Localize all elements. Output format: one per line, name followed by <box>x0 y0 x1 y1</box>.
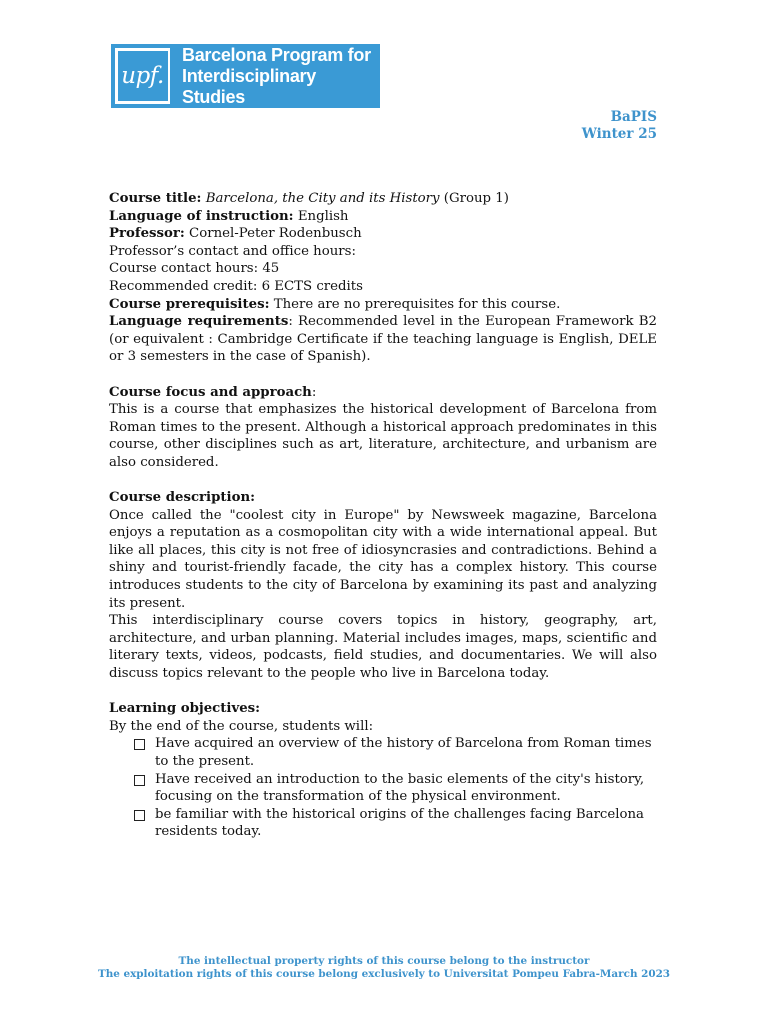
syllabus-content <box>109 190 657 841</box>
objectives-list <box>109 735 657 841</box>
program-term: Winter 25 <box>581 126 657 142</box>
focus-heading-text: Course focus and approach <box>109 384 312 400</box>
language-value: English <box>297 208 349 224</box>
spacer <box>109 683 657 701</box>
focus-heading <box>109 384 657 402</box>
footer-line-2: The exploitation rights of this course belong exclusively to Universitat Pompeu Fabra-March 2023 <box>97 968 671 980</box>
objective-text: Have acquired an overview of the history of Barcelona from Roman times to the present. <box>155 736 652 769</box>
objectives-heading: Learning objectives: <box>109 701 261 717</box>
description-paragraph-1: Once called the "coolest city in Europe" by Newsweek magazine, Barcelona enjoys a reputation as a cosmopolitan city with a wide international appeal. But like all places, this city is not free of idiosyncrasies and contradictions. Behind a shiny and tourist-friendly facade, the city has a complex history. This course introduces students to the city of Barcelona by examining its past and analyzing its present. <box>109 507 657 611</box>
professor-name: Cornel-Peter Rodenbusch <box>189 226 362 242</box>
prerequisites-label: Course prerequisites: <box>109 296 270 312</box>
credit-line: Recommended credit: 6 ECTS credits <box>109 278 363 294</box>
professor-line <box>109 225 657 243</box>
objective-item <box>109 806 657 841</box>
prerequisites-line <box>109 296 657 314</box>
language-requirements-value: : Recommended level in the European Framework B2 (or equivalent : Cambridge Certificate if the teaching language is English, DELE or 3 semesters in the case of Spanish). <box>109 314 657 365</box>
checkbox-bullet-icon <box>134 775 145 786</box>
objective-item <box>109 771 657 806</box>
objective-text: be familiar with the historical origins of the challenges facing Barcelona residents today. <box>155 806 644 840</box>
footer-line-1: The intellectual property rights of this course belong to the instructor <box>178 955 590 967</box>
language-requirements-label: Language requirements <box>109 314 289 330</box>
course-title: Barcelona, the City and its History <box>205 191 440 206</box>
checkbox-bullet-icon <box>134 739 145 750</box>
spacer <box>109 366 657 384</box>
upf-logo <box>111 44 380 108</box>
language-requirements <box>109 313 657 366</box>
contact-line: Professor’s contact and office hours: <box>109 243 356 259</box>
contact-hours-line: Course contact hours: 45 <box>109 261 280 277</box>
focus-text: This is a course that emphasizes the historical development of Barcelona from Roman times to the present. Although a historical approach predominates in this course, other disciplines such as art, literature, architecture, and urbanism are also considered. <box>109 402 657 470</box>
objectives-intro: By the end of the course, students will: <box>109 718 374 734</box>
upf-logo-mark-text: upf. <box>118 51 168 101</box>
language-line <box>109 208 657 226</box>
description-heading: Course description: <box>109 490 256 506</box>
upf-logo-mark <box>115 48 170 104</box>
checkbox-bullet-icon <box>134 810 145 821</box>
course-group: (Group 1) <box>443 191 509 206</box>
program-acronym: BaPIS <box>610 109 657 125</box>
objective-item <box>109 735 657 770</box>
prerequisites-value: There are no prerequisites for this course. <box>273 296 561 312</box>
program-full-name <box>182 45 380 108</box>
professor-label: Professor: <box>109 226 185 242</box>
program-name-line1: Barcelona Program for <box>182 44 371 65</box>
program-tag <box>582 109 657 143</box>
spacer <box>109 472 657 490</box>
footer <box>0 955 768 981</box>
course-title-label: Course title: <box>109 191 202 206</box>
objective-text: Have received an introduction to the basic elements of the city's history, focusing on the transformation of the physical environment. <box>155 771 645 805</box>
language-label: Language of instruction: <box>109 208 294 224</box>
description-paragraph-2: This interdisciplinary course covers topics in history, geography, art, architecture, and urban planning. Material includes images, maps, scientific and literary texts, videos, podcasts, field studies, and documentaries. We will also discuss topics relevant to the people who live in Barcelona today. <box>109 613 657 682</box>
program-name-line2: Interdisciplinary Studies <box>182 65 316 107</box>
focus-heading-colon: : <box>311 384 317 400</box>
course-title-line <box>109 190 657 208</box>
